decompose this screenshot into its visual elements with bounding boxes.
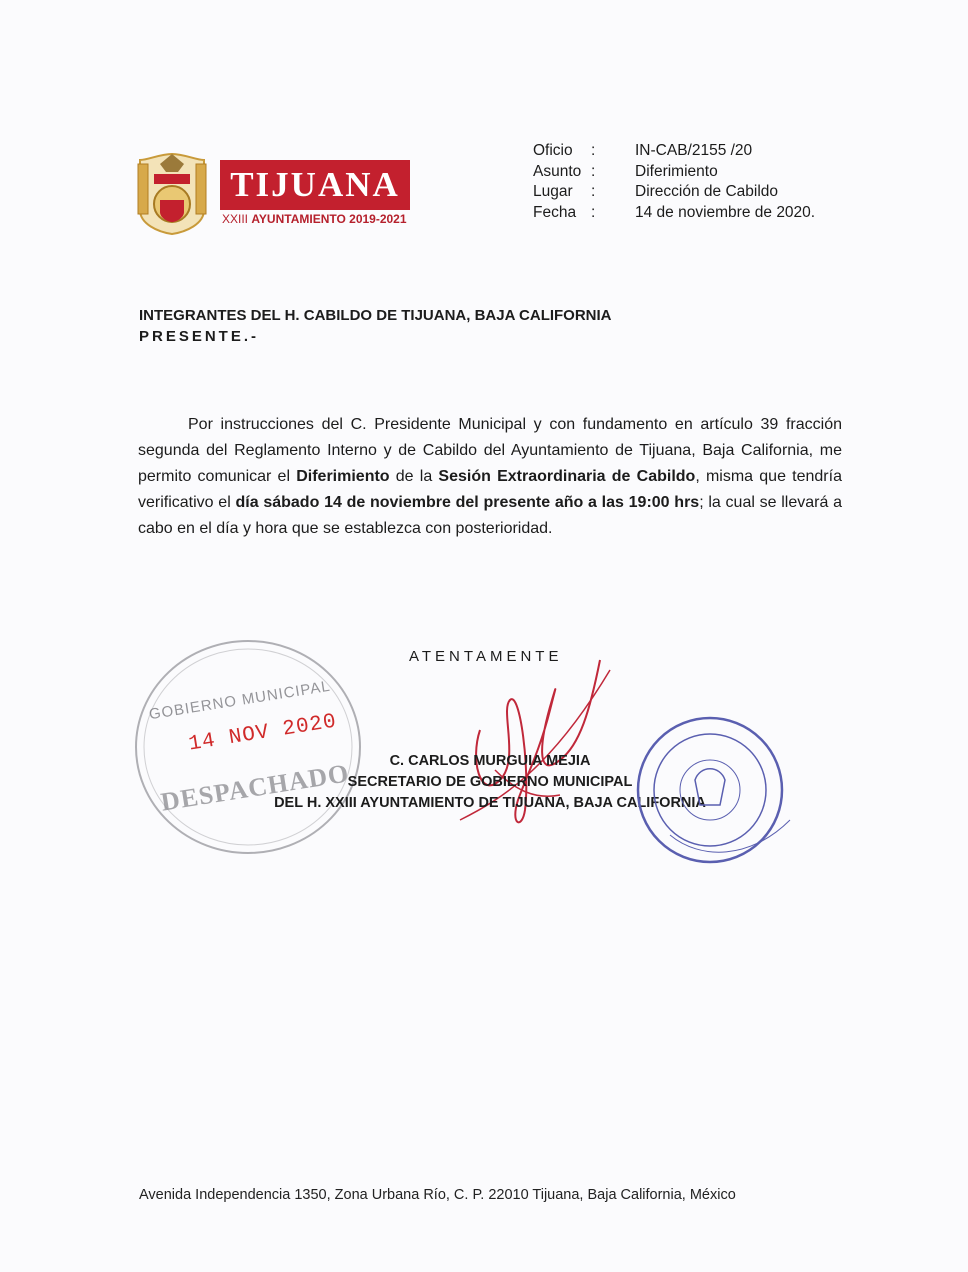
reference-row bbox=[533, 203, 815, 224]
recipient bbox=[139, 305, 612, 347]
presente-line: PRESENTE.- bbox=[139, 328, 260, 345]
signature-icon bbox=[440, 650, 620, 850]
reference-value: Diferimiento bbox=[635, 162, 718, 180]
reference-colon: : bbox=[591, 183, 596, 200]
stamp-top-text: GOBIERNO MUNICIPAL bbox=[147, 677, 332, 724]
ayuntamiento-logo bbox=[130, 150, 420, 240]
logo-subtitle: XXIII AYUNTAMIENTO 2019-2021 bbox=[222, 212, 407, 226]
signatory-org: DEL H. XXIII AYUNTAMIENTO DE TIJUANA, BAJA CALIFORNIA bbox=[274, 795, 706, 811]
reference-row bbox=[533, 141, 815, 162]
reference-value: IN-CAB/2155 /20 bbox=[635, 142, 753, 159]
logo-wordmark: TIJUANA bbox=[220, 160, 410, 210]
body-paragraph: Por instrucciones del C. Presidente Municipal y con fundamento en artículo 39 fracción segunda del Reglamento Interno y de Cabildo del Ayuntamiento de Tijuana, Baja California, me permito comunicar el Diferimiento de la Sesión Extraordinaria de Cabildo, misma que tendría verificativo el día sábado 14 de noviembre del presente año a las 19:00 hrs; la cual se llevará a cabo en el día y hora que se establezca con posterioridad. bbox=[138, 416, 843, 537]
signatory-name: C. CARLOS MURGUIA MEJIA bbox=[389, 753, 591, 769]
salutation: ATENTAMENTE bbox=[409, 648, 563, 665]
reference-key: Oficio bbox=[533, 142, 573, 159]
stamp-date: 14 NOV 2020 bbox=[187, 710, 339, 757]
footer-address: Avenida Independencia 1350, Zona Urbana Río, C. P. 22010 Tijuana, Baja California, México bbox=[139, 1187, 736, 1203]
received-stamp bbox=[130, 625, 370, 865]
reference-colon: : bbox=[591, 142, 596, 159]
reference-key: Asunto bbox=[533, 162, 582, 180]
reference-row bbox=[533, 182, 815, 203]
reference-value: 14 de noviembre de 2020. bbox=[635, 203, 816, 221]
reference-colon: : bbox=[591, 162, 596, 180]
reference-value: Dirección de Cabildo bbox=[635, 183, 779, 200]
official-seal-icon bbox=[630, 710, 810, 870]
reference-key: Lugar bbox=[533, 183, 573, 200]
signatory-title: SECRETARIO DE GOBIERNO MUNICIPAL bbox=[347, 774, 633, 790]
reference-key: Fecha bbox=[533, 203, 577, 221]
stamp-status: DESPACHADO bbox=[158, 758, 352, 817]
recipient-line: INTEGRANTES DEL H. CABILDO DE TIJUANA, BAJA CALIFORNIA bbox=[139, 307, 612, 324]
reference-block bbox=[533, 141, 815, 223]
crest-icon bbox=[130, 150, 214, 236]
reference-row bbox=[533, 162, 815, 183]
reference-colon: : bbox=[591, 203, 596, 221]
